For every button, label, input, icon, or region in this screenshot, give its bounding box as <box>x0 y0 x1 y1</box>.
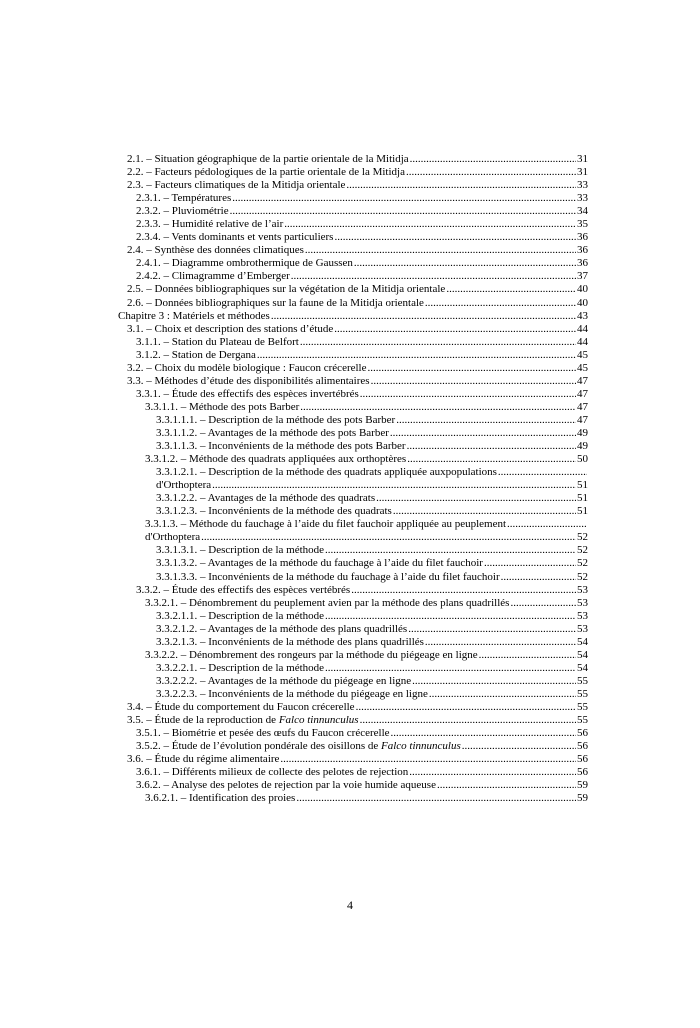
toc-entry-page: 52 <box>577 544 588 557</box>
toc-leader-dots <box>325 544 576 557</box>
toc-entry-label: 3.2. – Choix du modèle biologique : Faucon crécerelle <box>127 361 367 374</box>
toc-entry <box>118 440 588 453</box>
toc-leader-dots <box>325 662 576 675</box>
toc-entry-label: 3.3.2.2. – Dénombrement des rongeurs par la méthode du piégeage en ligne <box>145 648 478 661</box>
toc-entry-page: 52 <box>577 570 588 583</box>
toc-entry-page: 50 <box>577 453 588 466</box>
toc-leader-dots <box>305 244 576 257</box>
toc-entry <box>118 218 588 231</box>
toc-leader-dots <box>425 297 576 310</box>
toc-leader-dots <box>346 179 576 192</box>
toc-leader-dots <box>291 270 576 283</box>
toc-leader-dots <box>408 623 576 636</box>
toc-entry-label: 3.3.2.2.3. – Inconvénients de la méthode du piégeage en ligne <box>156 687 428 700</box>
toc-leader-dots <box>201 531 576 544</box>
toc-leader-dots <box>407 440 576 453</box>
toc-leader-dots <box>429 688 576 701</box>
toc-entry-label: 2.3.3. – Humidité relative de l’air <box>136 218 284 231</box>
toc-entry <box>118 179 588 192</box>
toc-leader-dots <box>351 584 576 597</box>
toc-entry <box>118 662 588 675</box>
toc-entry <box>118 466 588 492</box>
toc-entry <box>118 649 588 662</box>
toc-entry-page: 56 <box>577 740 588 753</box>
toc-entry-page: 44 <box>577 335 588 348</box>
toc-leader-dots <box>412 675 576 688</box>
toc-entry-page: 52 <box>577 557 588 570</box>
toc-leader-dots <box>280 753 576 766</box>
toc-entry-label: 3.4. – Étude du comportement du Faucon crécerelle <box>127 700 355 713</box>
toc-entry-label: 2.6. – Données bibliographiques sur la faune de la Mitidja orientale <box>127 296 424 309</box>
toc-leader-dots <box>501 571 576 584</box>
toc-entry-label: 3.3.1.3.1. – Description de la méthode <box>156 544 325 557</box>
toc-entry-page: 55 <box>577 714 588 727</box>
toc-entry-page: 31 <box>577 153 588 165</box>
toc-leader-dots <box>360 388 576 401</box>
toc-leader-dots <box>446 283 576 296</box>
toc-entry-page: 51 <box>577 479 588 492</box>
toc-entry <box>118 505 588 518</box>
toc-entry <box>118 688 588 701</box>
toc-entry-page: 53 <box>577 596 588 609</box>
toc-leader-dots <box>484 557 576 570</box>
toc-entry-page: 31 <box>577 166 588 179</box>
toc-leader-dots <box>354 257 576 270</box>
toc-entry <box>118 375 588 388</box>
toc-entry-page: 49 <box>577 426 588 439</box>
toc-leader-dots <box>390 427 576 440</box>
toc-entry <box>118 766 588 779</box>
toc-entry-label: 3.1.2. – Station de Dergana <box>136 348 256 361</box>
toc-entry-page: 43 <box>577 309 588 322</box>
toc-leader-dots <box>360 714 576 727</box>
table-of-contents <box>118 153 588 805</box>
toc-entry <box>118 427 588 440</box>
toc-leader-dots <box>356 701 576 714</box>
toc-entry-page: 44 <box>577 322 588 335</box>
toc-entry-page: 54 <box>577 661 588 674</box>
toc-entry-label: 2.4. – Synthèse des données climatiques <box>127 244 304 257</box>
toc-leader-dots <box>300 336 576 349</box>
toc-entry-page: 54 <box>577 635 588 648</box>
toc-entry-label: 3.5.1. – Biométrie et pesée des œufs du Faucon crécerelle <box>136 727 390 740</box>
toc-entry-label: 3.3.1.2.1. – Description de la méthode des quadrats appliquée auxpopulations <box>156 466 497 479</box>
toc-entry-label: 3.3.1.2. – Méthode des quadrats appliquées aux orthoptères <box>145 453 407 466</box>
toc-entry <box>118 623 588 636</box>
toc-entry-label: 3.6.2.1. – Identification des proies <box>145 792 296 805</box>
toc-entry <box>118 571 588 584</box>
toc-entry-page: 33 <box>577 192 588 205</box>
toc-entry-page: 59 <box>577 779 588 792</box>
toc-entry-page: 47 <box>577 413 588 426</box>
toc-leader-dots <box>507 518 587 531</box>
toc-leader-dots <box>212 479 576 492</box>
toc-leader-dots <box>368 362 577 375</box>
toc-entry-page: 55 <box>577 674 588 687</box>
toc-leader-dots <box>409 766 576 779</box>
toc-entry-label: 3.3.2.1.2. – Avantages de la méthode des plans quadrillés <box>156 622 408 635</box>
toc-entry <box>118 205 588 218</box>
toc-entry <box>118 414 588 427</box>
toc-leader-dots <box>393 505 576 518</box>
toc-entry-page: 47 <box>577 387 588 400</box>
toc-entry-label: 3.3.2.2.2. – Avantages de la méthode du piégeage en ligne <box>156 674 412 687</box>
toc-entry <box>118 231 588 244</box>
toc-entry <box>118 166 588 179</box>
toc-leader-dots <box>230 205 576 218</box>
toc-entry <box>118 518 588 544</box>
toc-entry-page: 40 <box>577 296 588 309</box>
toc-leader-dots <box>334 323 576 336</box>
toc-entry-page: 53 <box>577 609 588 622</box>
toc-entry-page: 56 <box>577 766 588 779</box>
toc-entry-label-continued: d'Orthoptera <box>145 531 201 544</box>
toc-entry <box>118 270 588 283</box>
toc-entry-page: 51 <box>577 505 588 518</box>
toc-entry-page: 36 <box>577 231 588 244</box>
toc-entry <box>118 714 588 727</box>
toc-entry <box>118 701 588 714</box>
toc-leader-dots <box>406 166 576 179</box>
toc-entry-label: 3.3.1.1.2. – Avantages de la méthode des pots Barber <box>156 426 389 439</box>
toc-entry-label: 2.1. – Situation géographique de la partie orientale de la Mitidja <box>127 153 409 165</box>
toc-leader-dots <box>410 153 576 166</box>
toc-entry-label: 2.4.2. – Climagramme d’Emberger <box>136 270 290 283</box>
toc-entry-label: 3.3.1.3.2. – Avantages de la méthode du fauchage à l’aide du filet fauchoir <box>156 557 483 570</box>
toc-entry-page: 49 <box>577 440 588 453</box>
toc-entry-label: 2.3.1. – Températures <box>136 192 232 205</box>
toc-entry-page: 34 <box>577 205 588 218</box>
toc-entry <box>118 283 588 296</box>
toc-entry-label: 3.1. – Choix et description des stations d’étude <box>127 322 334 335</box>
toc-leader-dots <box>462 740 576 753</box>
toc-entry-label: 3.3.1.1.3. – Inconvénients de la méthode des pots Barber <box>156 440 406 453</box>
toc-entry-label: 3.3.2.1.3. – Inconvénients de la méthode des plans quadrillés <box>156 635 424 648</box>
toc-entry-page: 47 <box>577 400 588 413</box>
toc-entry-page: 59 <box>577 792 588 805</box>
toc-entry-label: 2.5. – Données bibliographiques sur la végétation de la Mitidja orientale <box>127 283 446 296</box>
toc-entry-page: 47 <box>577 374 588 387</box>
toc-entry <box>118 584 588 597</box>
toc-leader-dots <box>407 453 576 466</box>
toc-entry <box>118 401 588 414</box>
toc-entry <box>118 492 588 505</box>
toc-leader-dots <box>510 597 576 610</box>
toc-entry-page: 45 <box>577 361 588 374</box>
toc-entry-label: 3.3.2. – Étude des effectifs des espèces vertébrés <box>136 583 351 596</box>
toc-leader-dots <box>498 466 587 479</box>
toc-entry-page: 53 <box>577 622 588 635</box>
toc-entry-page: 45 <box>577 348 588 361</box>
toc-entry-label: 3.3.1.3. – Méthode du fauchage à l’aide du filet fauchoir appliquée au peuplement <box>145 518 507 531</box>
toc-entry-label: 2.3. – Facteurs climatiques de la Mitidja orientale <box>127 179 346 192</box>
toc-entry-label: 3.3.1.1.1. – Description de la méthode des pots Barber <box>156 413 396 426</box>
toc-entry-page: 52 <box>577 531 588 544</box>
toc-entry <box>118 740 588 753</box>
toc-entry <box>118 388 588 401</box>
toc-entry-page: 36 <box>577 257 588 270</box>
toc-entry-label: 3.5.2. – Étude de l’évolution pondérale des oisillons de Falco tinnunculus <box>136 740 461 753</box>
toc-entry <box>118 779 588 792</box>
toc-entry-page: 54 <box>577 648 588 661</box>
toc-entry-label: 3.6. – Étude du régime alimentaire <box>127 753 280 766</box>
toc-entry-page: 36 <box>577 244 588 257</box>
toc-entry-label: 3.3.1.1. – Méthode des pots Barber <box>145 400 300 413</box>
toc-entry-page: 35 <box>577 218 588 231</box>
toc-entry-label: 3.5. – Étude de la reproduction de Falco tinnunculus <box>127 714 359 727</box>
toc-entry-page: 55 <box>577 687 588 700</box>
toc-leader-dots <box>334 231 576 244</box>
toc-entry-label: 3.3.1. – Étude des effectifs des espèces invertébrés <box>136 387 359 400</box>
toc-leader-dots <box>325 610 576 623</box>
toc-entry-label-continued: d'Orthoptera <box>156 479 212 492</box>
toc-entry <box>118 544 588 557</box>
toc-entry <box>118 336 588 349</box>
toc-entry-label: 3.1.1. – Station du Plateau de Belfort <box>136 335 299 348</box>
toc-entry-label: 3.3.1.2.2. – Avantages de la méthode des quadrats <box>156 492 376 505</box>
toc-entry-page: 37 <box>577 270 588 283</box>
toc-entry <box>118 257 588 270</box>
toc-entry-label: 3.3.2.1. – Dénombrement du peuplement avien par la méthode des plans quadrillés <box>145 596 510 609</box>
toc-entry-page: 40 <box>577 283 588 296</box>
toc-entry <box>118 153 588 166</box>
toc-entry <box>118 727 588 740</box>
toc-entry <box>118 792 588 805</box>
toc-entry-label: 3.6.1. – Différents milieux de collecte des pelotes de rejection <box>136 766 409 779</box>
toc-entry-label: 2.4.1. – Diagramme ombrothermique de Gaussen <box>136 257 353 270</box>
toc-leader-dots <box>437 779 576 792</box>
toc-leader-dots <box>232 192 576 205</box>
toc-entry-page: 51 <box>577 492 588 505</box>
toc-entry-label: 3.3.2.2.1. – Description de la méthode <box>156 661 325 674</box>
toc-entry-label: 3.3.1.2.3. – Inconvénients de la méthode des quadrats <box>156 505 392 518</box>
toc-leader-dots <box>391 727 576 740</box>
toc-leader-dots <box>257 349 576 362</box>
toc-leader-dots <box>371 375 576 388</box>
toc-leader-dots <box>284 218 576 231</box>
toc-entry <box>118 610 588 623</box>
toc-entry <box>118 675 588 688</box>
toc-entry <box>118 323 588 336</box>
toc-entry-label: 3.3.1.3.3. – Inconvénients de la méthode du fauchage à l’aide du filet fauchoir <box>156 570 500 583</box>
toc-entry-label: 3.3. – Méthodes d’étude des disponibilités alimentaires <box>127 374 370 387</box>
toc-leader-dots <box>376 492 576 505</box>
toc-entry <box>118 349 588 362</box>
toc-entry-label: 2.2. – Facteurs pédologiques de la partie orientale de la Mitidja <box>127 166 405 179</box>
toc-entry-label: 3.6.2. – Analyse des pelotes de rejection par la voie humide aqueuse <box>136 779 436 792</box>
toc-leader-dots <box>300 401 576 414</box>
toc-entry-label: 2.3.4. – Vents dominants et vents particuliers <box>136 231 334 244</box>
toc-entry-label: 2.3.2. – Pluviométrie <box>136 205 229 218</box>
toc-entry <box>118 297 588 310</box>
toc-entry-page: 56 <box>577 753 588 766</box>
page-number: 4 <box>347 898 353 912</box>
toc-entry-page: 56 <box>577 727 588 740</box>
toc-entry <box>118 244 588 257</box>
toc-leader-dots <box>396 414 576 427</box>
toc-entry-page: 55 <box>577 700 588 713</box>
toc-entry <box>118 310 588 323</box>
toc-entry-label: 3.3.2.1.1. – Description de la méthode <box>156 609 325 622</box>
toc-leader-dots <box>296 792 576 805</box>
toc-entry <box>118 557 588 570</box>
toc-leader-dots <box>271 310 576 323</box>
toc-entry-page: 53 <box>577 583 588 596</box>
toc-entry <box>118 753 588 766</box>
toc-entry <box>118 362 588 375</box>
toc-entry-page: 33 <box>577 179 588 192</box>
toc-entry-label: Chapitre 3 : Matériels et méthodes <box>118 309 270 322</box>
toc-entry <box>118 636 588 649</box>
toc-entry <box>118 597 588 610</box>
toc-entry <box>118 192 588 205</box>
toc-leader-dots <box>425 636 576 649</box>
toc-leader-dots <box>479 649 576 662</box>
toc-entry <box>118 453 588 466</box>
